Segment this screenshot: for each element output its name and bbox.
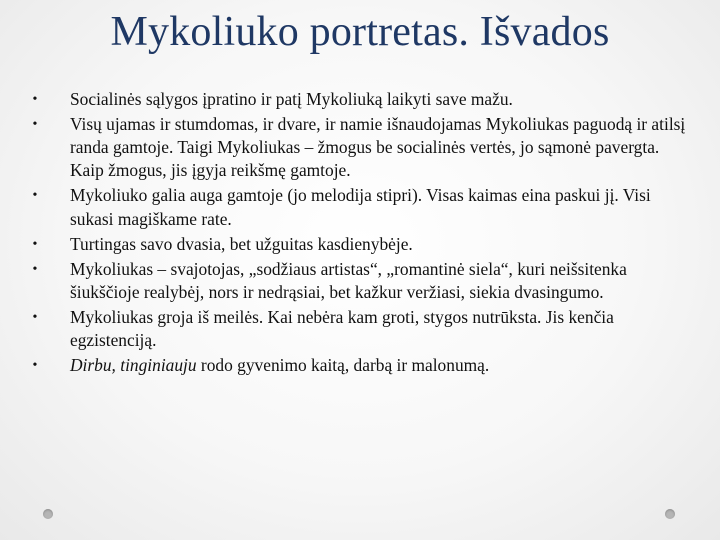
bullet-dot: • (32, 117, 38, 132)
bullet-text: Mykoliukas – svajotojas, „sodžiaus artistas“, „romantinė siela“, kuri neišsitenka šiukščioje realybėj, nors ir nedrąsiai, bet kažkur veržiasi, siekia dvasingumo. (70, 258, 627, 302)
bullet-item (28, 113, 688, 183)
bullet-list (28, 88, 688, 379)
bullet-dot: • (32, 92, 38, 107)
bullet-dot: • (32, 358, 38, 374)
bullet-dot: • (32, 236, 38, 252)
bullet-item (28, 354, 688, 377)
bullet-text: rodo gyvenimo kaitą, darbą ir malonumą. (196, 355, 490, 376)
bullet-item (28, 88, 688, 111)
bullet-item (28, 258, 688, 304)
bullet-item (28, 233, 688, 256)
bullet-item (28, 306, 688, 352)
bullet-dot: • (32, 188, 38, 204)
slide-title: Mykoliuko portretas. Išvados (110, 9, 610, 55)
bullet-dot: • (32, 309, 38, 325)
bullet-text: Socialinės sąlygos įpratino ir patį Mykoliuką laikyti save mažu. (70, 89, 513, 109)
decorative-dot-icon (665, 509, 675, 519)
bullet-text: Turtingas savo dvasia, bet užguitas kasdienybėje. (70, 233, 413, 254)
decorative-dot-icon (43, 509, 53, 519)
bullet-item (28, 184, 688, 230)
bullet-text: Mykoliuko galia auga gamtoje (jo melodija stipri). Visas kaimas eina paskui jį. Visi sukasi magiškame rate. (70, 185, 651, 229)
bullet-dot: • (32, 261, 38, 277)
bullet-text: Mykoliukas groja iš meilės. Kai nebėra kam groti, stygos nutrūksta. Jis kenčia egzistenciją. (70, 306, 614, 351)
bullet-italic-text: Dirbu, tinginiauju (70, 355, 197, 376)
bullet-text: Visų ujamas ir stumdomas, ir dvare, ir namie išnaudojamas Mykoliukas paguodą ir atilsį randa gamtoje. Taigi Mykoliukas – žmogus be socialinės vertės, jo sąmonė pavergta. Kaip žmogus, jis įgyja reikšmę gamtoje. (70, 114, 686, 181)
